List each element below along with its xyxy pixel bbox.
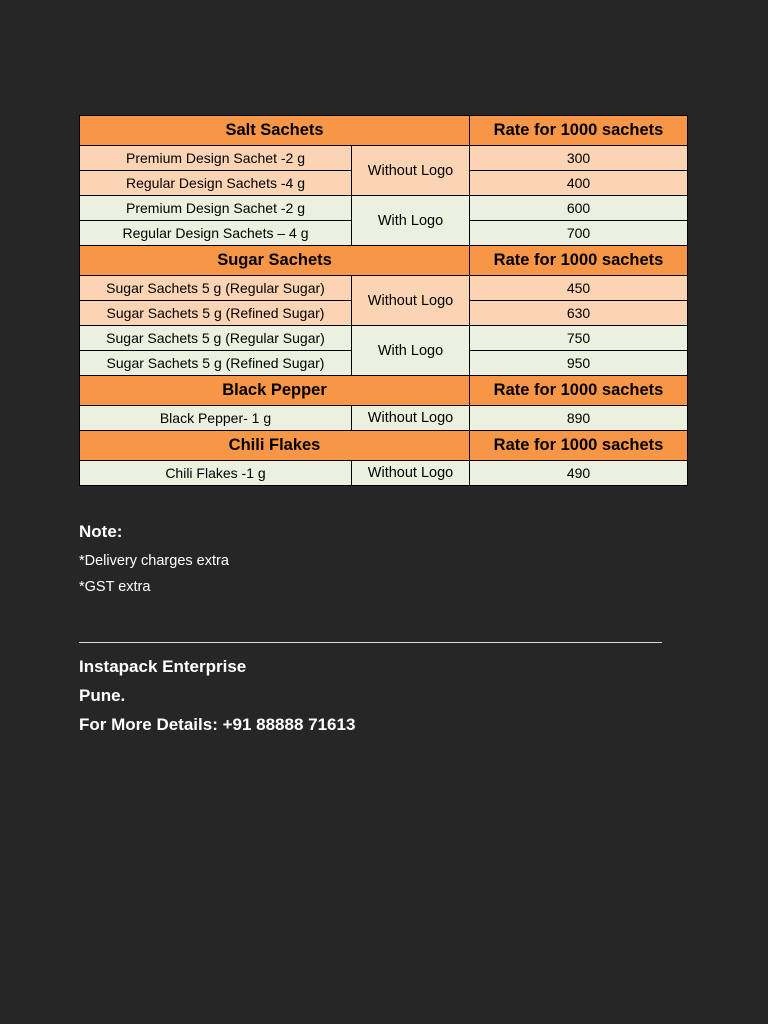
note-item-gst: *GST extra bbox=[79, 579, 151, 595]
rate-header: Rate for 1000 sachets bbox=[470, 246, 688, 276]
rate-value: 700 bbox=[470, 221, 688, 246]
note-section bbox=[79, 522, 229, 600]
rate-value: 400 bbox=[470, 171, 688, 196]
rate-value: 490 bbox=[470, 461, 688, 486]
table-row bbox=[80, 196, 688, 221]
rate-value: 600 bbox=[470, 196, 688, 221]
product-name: Sugar Sachets 5 g (Regular Sugar) bbox=[80, 326, 352, 351]
section-header-row bbox=[80, 431, 688, 461]
product-name: Sugar Sachets 5 g (Refined Sugar) bbox=[80, 301, 352, 326]
table-row bbox=[80, 276, 688, 301]
product-name: Chili Flakes -1 g bbox=[80, 461, 352, 486]
section-title: Sugar Sachets bbox=[80, 246, 470, 276]
table-row bbox=[80, 326, 688, 351]
section-title: Chili Flakes bbox=[80, 431, 470, 461]
logo-option: Without Logo bbox=[352, 146, 470, 196]
table-row bbox=[80, 146, 688, 171]
product-name: Regular Design Sachets -4 g bbox=[80, 171, 352, 196]
company-name: Instapack Enterprise bbox=[79, 657, 247, 676]
footer bbox=[79, 652, 355, 739]
price-table bbox=[79, 115, 688, 486]
logo-option: With Logo bbox=[352, 196, 470, 246]
section-header-row bbox=[80, 376, 688, 406]
logo-option: With Logo bbox=[352, 326, 470, 376]
rate-value: 300 bbox=[470, 146, 688, 171]
rate-value: 890 bbox=[470, 406, 688, 431]
section-title: Salt Sachets bbox=[80, 116, 470, 146]
note-title: Note: bbox=[79, 522, 123, 541]
rate-value: 750 bbox=[470, 326, 688, 351]
product-name: Premium Design Sachet -2 g bbox=[80, 196, 352, 221]
logo-option: Without Logo bbox=[352, 276, 470, 326]
rate-header: Rate for 1000 sachets bbox=[470, 116, 688, 146]
logo-option: Without Logo bbox=[352, 461, 470, 486]
rate-value: 630 bbox=[470, 301, 688, 326]
section-title: Black Pepper bbox=[80, 376, 470, 406]
price-table-body bbox=[80, 116, 688, 486]
rate-header: Rate for 1000 sachets bbox=[470, 376, 688, 406]
company-city: Pune. bbox=[79, 686, 126, 705]
table-row bbox=[80, 406, 688, 431]
section-header-row bbox=[80, 246, 688, 276]
product-name: Regular Design Sachets – 4 g bbox=[80, 221, 352, 246]
contact-details: For More Details: +91 88888 71613 bbox=[79, 715, 356, 734]
rate-header: Rate for 1000 sachets bbox=[470, 431, 688, 461]
product-name: Sugar Sachets 5 g (Regular Sugar) bbox=[80, 276, 352, 301]
note-item-delivery: *Delivery charges extra bbox=[79, 553, 229, 569]
logo-option: Without Logo bbox=[352, 406, 470, 431]
product-name: Sugar Sachets 5 g (Refined Sugar) bbox=[80, 351, 352, 376]
rate-value: 450 bbox=[470, 276, 688, 301]
section-header-row bbox=[80, 116, 688, 146]
product-name: Premium Design Sachet -2 g bbox=[80, 146, 352, 171]
product-name: Black Pepper- 1 g bbox=[80, 406, 352, 431]
rate-value: 950 bbox=[470, 351, 688, 376]
divider-line bbox=[79, 642, 662, 643]
table-row bbox=[80, 461, 688, 486]
